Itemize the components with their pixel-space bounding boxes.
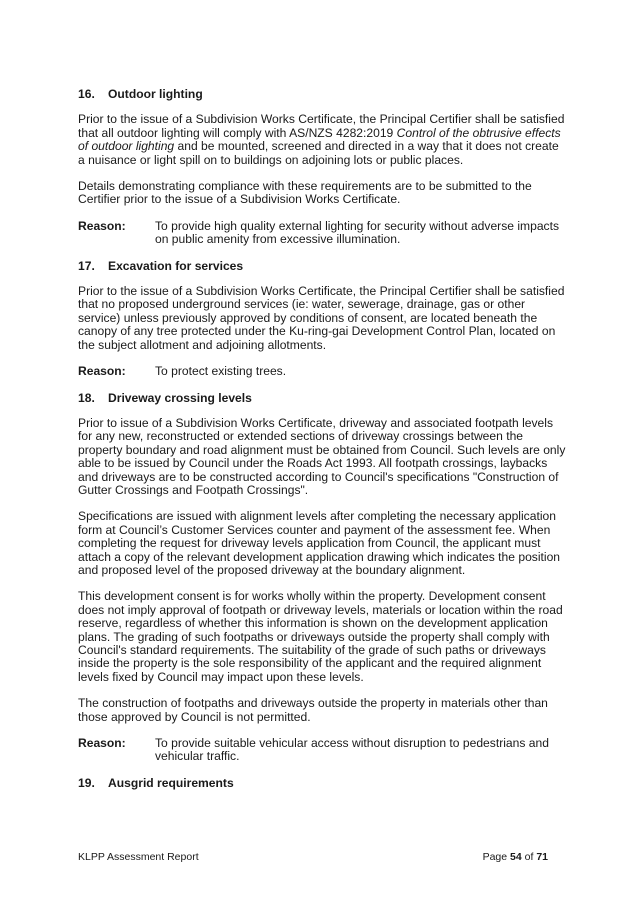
reason-text: To protect existing trees.	[155, 364, 287, 379]
page-footer	[78, 851, 548, 863]
reason-label: Reason:	[78, 218, 126, 233]
document-body	[78, 88, 568, 802]
page-prefix: Page	[482, 851, 511, 863]
reason-text: To provide high quality external lighting for security without adverse impacts on public amenity from excessive illumination.	[155, 218, 560, 247]
reason-label: Reason:	[78, 736, 126, 751]
reason-block	[78, 365, 568, 378]
paragraph	[78, 113, 568, 167]
paragraph: Specifications are issued with alignment levels after completing the necessary application form at Council’s Customer Services counter and payment of the assessment fee. When completing the request for driveway levels application from Council, the applicant must attach a copy of the relevant development application drawing which indicates the position and proposed level of the proposed driveway at the boundary alignment.	[78, 509, 561, 577]
reason-label: Reason:	[78, 364, 126, 379]
page-number	[483, 851, 548, 863]
paragraph: Prior to the issue of a Subdivision Works Certificate, the Principal Certifier shall be satisfied that no proposed underground services (ie: water, sewerage, drainage, gas or other service) unless previously approved by conditions of consent, are located beneath the canopy of any tree protected under the Ku-ring-gai Development Control Plan, located on the subject allotment and adjoining allotments.	[78, 284, 565, 352]
section-title: Excavation for services	[108, 258, 244, 273]
paragraph: This development consent is for works wholly within the property. Development consent does not imply approval of footpath or driveway levels, materials or location within the road reserve, regardless of whether this information is shown on the development application plans. The grading of such footpaths or driveways outside the property shall comply with Council's standard requirements. The suitability of the grade of such paths or driveways inside the property is the sole responsibility of the applicant and the required alignment levels fixed by Council may impact upon these levels.	[78, 589, 563, 684]
page-separator: of	[521, 851, 537, 863]
reason-text: To provide suitable vehicular access without disruption to pedestrians and vehicular traffic.	[155, 736, 549, 764]
paragraph: Details demonstrating compliance with these requirements are to be submitted to the Certifier prior to the issue of a Subdivision Works Certificate.	[78, 179, 532, 207]
section-number: 16.	[78, 87, 95, 101]
section-heading-outdoor-lighting	[78, 88, 568, 101]
standard-title-italic: Control of the obtrusive effects of outdoor lighting	[78, 125, 561, 154]
section-number: 19.	[78, 775, 95, 790]
section-title: Driveway crossing levels	[108, 390, 252, 405]
section-heading-driveway-crossing-levels	[78, 392, 568, 405]
paragraph-text: Prior to the issue of a Subdivision Works Certificate, the Principal Certifier shall be satisfied that all outdoor lighting will comply with AS/NZS 4282:2019	[78, 112, 565, 140]
section-number: 18.	[78, 390, 95, 405]
paragraph: Prior to issue of a Subdivision Works Certificate, driveway and associated footpath levels for any new, reconstructed or extended sections of driveway crossings between the property boundary and road alignment must be obtained from Council. Such levels are only able to be issued by Council under the Roads Act 1993. All footpath crossings, laybacks and driveways are to be constructed according to Council's specifications "Construction of Gutter Crossings and Footpath Crossings".	[78, 415, 566, 497]
section-number: 17.	[78, 258, 95, 273]
section-title: Outdoor lighting	[108, 87, 203, 101]
reason-block	[78, 220, 568, 247]
report-name: KLPP Assessment Report	[78, 851, 199, 863]
section-title: Ausgrid requirements	[108, 775, 234, 790]
paragraph: The construction of footpaths and driveways outside the property in materials other than those approved by Council is not permitted.	[78, 696, 548, 724]
paragraph-text: and be mounted, screened and directed in a way that it does not create a nuisance or light spill on to buildings on adjoining lots or public places.	[78, 139, 559, 167]
section-heading-ausgrid-requirements	[78, 777, 568, 790]
section-heading-excavation-for-services	[78, 260, 568, 273]
reason-block	[78, 737, 568, 764]
page-total: 71	[536, 851, 548, 863]
page-current: 54	[510, 851, 522, 863]
